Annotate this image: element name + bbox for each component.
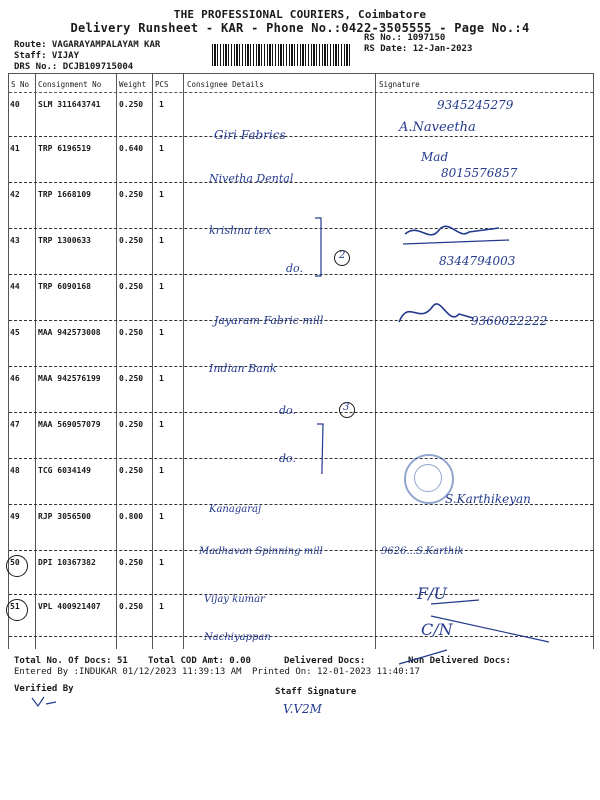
handwritten-phone: 8015576857	[441, 166, 518, 180]
verified-signature	[30, 694, 60, 710]
handwritten-consignee: Indian Bank	[209, 362, 277, 375]
row-weight: 0.250	[119, 190, 144, 199]
handwritten-phone: 8344794003	[439, 254, 516, 268]
header-divider	[9, 92, 593, 93]
row-consignment: TRP 6090168	[38, 282, 91, 291]
handwritten-consignee: krishna tex	[209, 224, 272, 237]
handwritten-consignee: Vijay kumar	[204, 594, 265, 605]
non-delivered-docs: Non Delivered Docs:	[408, 656, 511, 666]
row-pcs: 1	[159, 282, 164, 291]
row-consignment: MAA 942573008	[38, 328, 101, 337]
row-divider	[9, 412, 593, 413]
row-consignment: MAA 942576199	[38, 374, 101, 383]
row-sno: 41	[10, 144, 20, 153]
staff-signature-label: Staff Signature	[275, 687, 357, 697]
col-header-consignee: Consignee Details	[187, 80, 264, 89]
row-pcs: 1	[159, 512, 164, 521]
row-weight: 0.250	[119, 100, 144, 109]
row-consignment: TRP 1668109	[38, 190, 91, 199]
handwritten-signature: Mad	[421, 150, 449, 164]
handwritten-signature: S.Karthikeyan	[445, 492, 531, 506]
runsheet-subtitle: Delivery Runsheet - KAR - Phone No.:0422-3505555 - Page No.:4	[70, 21, 530, 35]
col-header-sno: S No	[11, 80, 30, 89]
circled-row-number	[6, 599, 28, 621]
row-weight: 0.250	[119, 236, 144, 245]
row-weight: 0.250	[119, 374, 144, 383]
handwritten-mark: 2	[339, 250, 346, 261]
row-consignment: DPI 10367382	[38, 558, 96, 567]
handwritten-signature: F/U	[417, 584, 447, 603]
row-divider	[9, 136, 593, 137]
row-consignment: TCG 6034149	[38, 466, 91, 475]
row-consignment: MAA 569057079	[38, 420, 101, 429]
column-divider	[375, 74, 376, 649]
row-pcs: 1	[159, 558, 164, 567]
strike-strokes	[429, 594, 569, 654]
column-divider	[116, 74, 117, 649]
row-pcs: 1	[159, 466, 164, 475]
entered-by: Entered By :INDUKAR 01/12/2023 11:39:13 AM	[14, 667, 242, 677]
row-weight: 0.250	[119, 466, 144, 475]
bank-stamp	[404, 454, 454, 504]
row-divider	[9, 458, 593, 459]
handwritten-consignee: Giri Fabrics	[214, 128, 286, 142]
row-weight: 0.640	[119, 144, 144, 153]
footer-tick-mark	[395, 648, 455, 668]
runsheet-table	[8, 73, 594, 649]
row-consignment: VPL 400921407	[38, 602, 101, 611]
handwritten-consignee: Madhavan Spinning mill	[199, 546, 323, 557]
row-pcs: 1	[159, 144, 164, 153]
col-header-consignment: Consignment No	[38, 80, 102, 89]
row-sno: 44	[10, 282, 20, 291]
row-sno: 50	[10, 558, 20, 567]
row-pcs: 1	[159, 236, 164, 245]
row-sno: 42	[10, 190, 20, 199]
rs-number: RS No.: 1097150	[364, 33, 446, 43]
handwritten-consignee: do.	[279, 452, 296, 465]
column-divider	[35, 74, 36, 649]
total-cod: Total COD Amt: 0.00	[148, 656, 251, 666]
row-weight: 0.800	[119, 512, 144, 521]
bank-stamp-inner	[414, 464, 442, 492]
handwritten-consignee: Nachiyappan	[204, 632, 271, 643]
row-consignment: TRP 1300633	[38, 236, 91, 245]
route-label: Route: VAGARAYAMPALAYAM KAR	[14, 40, 161, 50]
row-pcs: 1	[159, 374, 164, 383]
handwritten-phone: 9360022222	[471, 314, 548, 328]
row-consignment: TRP 6196519	[38, 144, 91, 153]
row-sno: 45	[10, 328, 20, 337]
handwritten-consignee: do.	[279, 404, 296, 417]
handwritten-consignee: Nivetha Dental	[209, 172, 294, 185]
col-header-pcs: PCS	[155, 80, 169, 89]
row-weight: 0.250	[119, 328, 144, 337]
handwritten-consignee: do.	[286, 262, 303, 275]
col-header-signature: Signature	[379, 80, 420, 89]
col-header-weight: Weight	[119, 80, 147, 89]
company-title: THE PROFESSIONAL COURIERS, Coimbatore	[173, 8, 427, 21]
signature-scribbles	[389, 214, 589, 344]
handwritten-phone: 9345245279	[437, 98, 514, 112]
handwritten-signature: C/N	[421, 620, 453, 639]
handwritten-signature: 9626...S.Karthik	[381, 546, 464, 557]
column-divider	[183, 74, 184, 649]
row-pcs: 1	[159, 328, 164, 337]
row-consignment: SLM 311643741	[38, 100, 101, 109]
row-weight: 0.250	[119, 282, 144, 291]
row-pcs: 1	[159, 602, 164, 611]
row-consignment: RJP 3056500	[38, 512, 91, 521]
row-weight: 0.250	[119, 602, 144, 611]
rs-date: RS Date: 12-Jan-2023	[364, 44, 473, 54]
barcode	[212, 44, 350, 66]
handwritten-mark: 3	[343, 402, 350, 413]
row-pcs: 1	[159, 190, 164, 199]
verified-by: Verified By	[14, 684, 74, 694]
row-pcs: 1	[159, 420, 164, 429]
row-sno: 51	[10, 602, 20, 611]
handwritten-consignee: Kanagaraj	[209, 504, 262, 515]
row-sno: 48	[10, 466, 20, 475]
row-sno: 47	[10, 420, 20, 429]
total-docs: Total No. Of Docs: 51	[14, 656, 128, 666]
row-weight: 0.250	[119, 558, 144, 567]
row-sno: 49	[10, 512, 20, 521]
row-sno: 43	[10, 236, 20, 245]
handwritten-signature: A.Naveetha	[399, 120, 476, 135]
handwritten-consignee: Jayaram Fabric mill	[214, 314, 324, 327]
row-divider	[9, 182, 593, 183]
drs-number: DRS No.: DCJB109715004	[14, 62, 134, 72]
row-divider	[9, 366, 593, 367]
row-weight: 0.250	[119, 420, 144, 429]
staff-signature: V.V2M	[283, 702, 322, 716]
circled-row-number	[6, 555, 28, 577]
printed-on: Printed On: 12-01-2023 11:40:17	[252, 667, 420, 677]
row-sno: 46	[10, 374, 20, 383]
row-sno: 40	[10, 100, 20, 109]
column-divider	[152, 74, 153, 649]
staff-label: Staff: VIJAY	[14, 51, 80, 61]
delivered-docs: Delivered Docs:	[284, 656, 366, 666]
row-pcs: 1	[159, 100, 164, 109]
